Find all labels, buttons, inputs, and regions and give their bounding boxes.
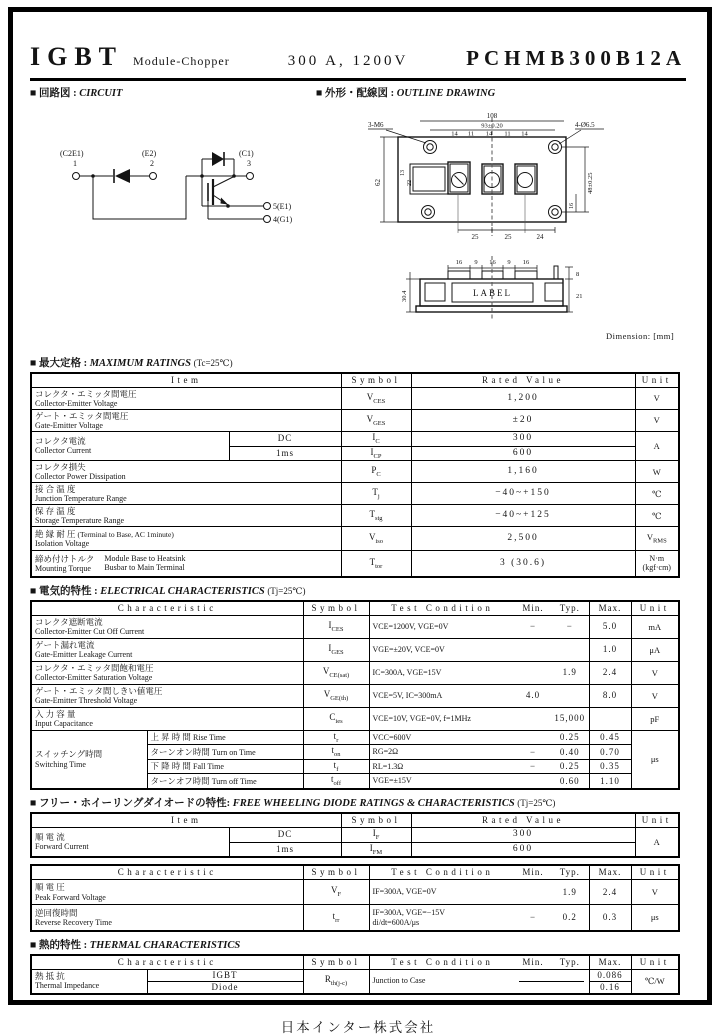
thermal-table xyxy=(30,954,680,995)
col-min: Min. xyxy=(515,601,551,616)
cell: 0.60 xyxy=(551,774,589,789)
terminal-5 xyxy=(264,203,271,210)
cell: $I_C$ xyxy=(341,432,411,447)
cell: 順 電 圧 Peak Forward Voltage xyxy=(31,880,303,905)
cell: 0.45 xyxy=(589,730,631,745)
cell: VGE=±15V xyxy=(369,774,515,789)
cell: 0.40 xyxy=(551,745,589,760)
cell: $t_r$ xyxy=(303,730,369,745)
drawing-section-titles xyxy=(30,85,686,100)
cell: 下 降 時 間 Fall Time xyxy=(147,759,303,774)
dim-pitch: 14 xyxy=(521,130,528,138)
cell: 0.25 xyxy=(551,759,589,774)
electrical-table xyxy=(30,600,680,790)
col-item: Item xyxy=(31,813,341,828)
cell: 1,200 xyxy=(411,388,635,410)
product-name: IGBT xyxy=(30,42,124,71)
cell: Junction to Case xyxy=(369,969,515,993)
header xyxy=(30,14,686,72)
terminal-1-label: (C2E1) xyxy=(60,149,84,158)
fwd-title: ■ フリー・ホイーリングダイオードの特性: FREE WHEELING DIODE RATINGS & CHARACTERISTICS (Tj=25℃) xyxy=(30,798,556,810)
cell: 600 xyxy=(411,446,635,461)
cell: 1.9 xyxy=(551,880,589,905)
cell: $T_{stg}$ xyxy=(341,505,411,527)
cell: 0.3 xyxy=(589,905,631,931)
col-symbol: Symbol xyxy=(303,601,369,616)
cell: $V_{CE(sat)}$ xyxy=(303,661,369,684)
dim-48: 48±0.25 xyxy=(587,172,594,194)
cell xyxy=(515,880,551,905)
dim-side: 16 xyxy=(455,259,463,266)
thermal-title: ■ 熱的特性 : THERMAL CHARACTERISTICS xyxy=(30,939,241,951)
circuit-diagram xyxy=(30,119,310,234)
cell: 3 (30.6) xyxy=(411,551,635,577)
col-test-condition: Test Condition xyxy=(369,955,515,970)
col-symbol: Symbol xyxy=(303,955,369,970)
dim-22: 22 xyxy=(407,180,413,186)
cell: 1ms xyxy=(229,446,341,461)
col-max: Max. xyxy=(589,601,631,616)
cell: コレクタ損失 Collector Power Dissipation xyxy=(31,461,341,483)
max-ratings-table xyxy=(30,372,680,578)
cell: RL=1.3Ω xyxy=(369,759,515,774)
circuit-section-title xyxy=(30,85,316,100)
fwd-diode-symbol xyxy=(212,152,224,166)
cell: $V_{iso}$ xyxy=(341,527,411,551)
cell: V xyxy=(631,880,679,905)
max-ratings-title: ■ 最大定格 : MAXIMUM RATINGS (Tc=25℃) xyxy=(30,358,233,369)
col-item: Item xyxy=(31,373,341,388)
cell: $V_{RMS}$ xyxy=(635,527,679,551)
cell: μA xyxy=(631,638,679,661)
cell: $I_{GES}$ xyxy=(303,638,369,661)
cell: $I_F$ xyxy=(341,828,411,843)
cell: 600 xyxy=(411,842,635,857)
cell: 1.0 xyxy=(589,638,631,661)
cell: − xyxy=(515,905,551,931)
cell: $P_C$ xyxy=(341,461,411,483)
product-type: Module-Chopper xyxy=(133,54,230,68)
electrical-title: ■ 電気的特性 : ELECTRICAL CHARACTERISTICS (Tj=25℃) xyxy=(30,585,306,597)
dim-pitch: 14 xyxy=(485,130,493,138)
cell: $V_{GE(th)}$ xyxy=(303,684,369,707)
cell: W xyxy=(635,461,679,483)
cell: ゲート漏れ電流 Gate-Emitter Leakage Current xyxy=(31,638,303,661)
cell: $C_{ies}$ xyxy=(303,707,369,730)
cell: 5.0 xyxy=(589,615,631,638)
cell: コレクタ・エミッタ間電圧 Collector-Emitter Voltage xyxy=(31,388,341,410)
cell: $t_f$ xyxy=(303,759,369,774)
col-characteristic: Characteristic xyxy=(31,955,303,970)
cell: IF=300A, VGE=0V xyxy=(369,880,515,905)
cell: 2,500 xyxy=(411,527,635,551)
cell: 逆回復時間 Reverse Recovery Time xyxy=(31,905,303,931)
cell: $T_j$ xyxy=(341,483,411,505)
cell: IC=300A, VGE=15V xyxy=(369,661,515,684)
col-symbol: Symbol xyxy=(303,865,369,880)
cell: $V_F$ xyxy=(303,880,369,905)
col-symbol: Symbol xyxy=(341,813,411,828)
cell: IF=300A, VGE=−15V di/dt=600A/μs xyxy=(369,905,515,931)
cell: 0.25 xyxy=(551,730,589,745)
cell: A xyxy=(635,432,679,461)
col-max: Max. xyxy=(589,955,631,970)
dim-30: 30.4 xyxy=(401,290,408,302)
dim-62: 62 xyxy=(374,179,382,186)
cell xyxy=(551,684,589,707)
cell: ゲート・エミッタ間しきい値電圧 Gate-Emitter Threshold Voltage xyxy=(31,684,303,707)
cell: 4.0 xyxy=(515,684,551,707)
cell xyxy=(515,730,551,745)
dim-pitch: 11 xyxy=(504,130,511,138)
cell: コレクタ遮断電流 Collector-Emitter Cut Off Current xyxy=(31,615,303,638)
cell: 300 xyxy=(411,432,635,447)
cell: 入 力 容 量 Input Capacitance xyxy=(31,707,303,730)
cell: V xyxy=(631,684,679,707)
cell: μs xyxy=(631,730,679,789)
cell: $I_{CP}$ xyxy=(341,446,411,461)
dim-screws: 3-M6 xyxy=(368,121,384,129)
cell: $T_{tor}$ xyxy=(341,551,411,577)
outline-section-title xyxy=(316,85,495,100)
cell: ゲート・エミッタ間電圧 Gate-Emitter Voltage xyxy=(31,410,341,432)
col-typ: Typ. xyxy=(551,955,589,970)
cell: $t_{off}$ xyxy=(303,774,369,789)
cell: $t_{rr}$ xyxy=(303,905,369,931)
cell: − xyxy=(515,745,551,760)
terminal-3 xyxy=(247,173,254,180)
terminal-1 xyxy=(73,173,80,180)
cell: μs xyxy=(631,905,679,931)
dim-pitch: 14 xyxy=(451,130,458,138)
dimension-note: Dimension: [mm] xyxy=(606,331,675,341)
cell: 保 存 温 度 Storage Temperature Range xyxy=(31,505,341,527)
col-symbol: Symbol xyxy=(341,373,411,388)
cell: 締め付けトルク Mounting Torque Module Base to Heatsink Busbar to Main Terminal xyxy=(31,551,341,577)
fwd-ratings-table xyxy=(30,812,680,858)
cell: pF xyxy=(631,707,679,730)
cell: 0.16 xyxy=(589,981,631,993)
drawings-area xyxy=(30,100,686,350)
terminal-4 xyxy=(264,216,271,223)
cell: 上 昇 時 間 Rise Time xyxy=(147,730,303,745)
cell: −40~+150 xyxy=(411,483,635,505)
cell: RG=2Ω xyxy=(369,745,515,760)
terminal-4-label: 4(G1) xyxy=(273,215,293,224)
cell: 1,160 xyxy=(411,461,635,483)
cell: 15,000 xyxy=(551,707,589,730)
outline-title-en: OUTLINE DRAWING xyxy=(396,88,496,99)
label-text: LABEL xyxy=(473,288,512,298)
col-min: Min. xyxy=(515,865,551,880)
col-min: Min. xyxy=(515,955,551,970)
cell: $R_{th(j-c)}$ xyxy=(303,969,369,993)
col-unit: Unit xyxy=(635,373,679,388)
col-typ: Typ. xyxy=(551,865,589,880)
cell: − xyxy=(515,615,551,638)
cell: ℃/W xyxy=(631,969,679,993)
circuit-title-en: CIRCUIT xyxy=(79,88,123,99)
igbt-symbol xyxy=(208,177,233,205)
col-rated: Rated Value xyxy=(411,373,635,388)
cell: V xyxy=(635,388,679,410)
dim-side: 9 xyxy=(474,259,478,266)
cell: ℃ xyxy=(635,505,679,527)
cell: 0.086 xyxy=(589,969,631,981)
cell: 絶 縁 耐 圧 (Terminal to Base, AC 1minute) Isolation Voltage xyxy=(31,527,341,551)
dim-16: 16 xyxy=(569,203,575,209)
cell: コレクタ・エミッタ間飽和電圧 Collector-Emitter Saturation Voltage xyxy=(31,661,303,684)
part-number: PCHMB300B12A xyxy=(466,46,686,70)
col-unit: Unit xyxy=(635,813,679,828)
cell xyxy=(515,661,551,684)
cell: 0.2 xyxy=(551,905,589,931)
cell xyxy=(515,774,551,789)
cell: 0.35 xyxy=(589,759,631,774)
dim-side: 9 xyxy=(507,259,511,266)
cell xyxy=(515,707,551,730)
cell: 2.4 xyxy=(589,880,631,905)
cell: コレクタ電流 Collector Current xyxy=(31,432,229,461)
cell: VGE=±20V, VCE=0V xyxy=(369,638,515,661)
cell: − xyxy=(551,615,589,638)
cell: $V_{GES}$ xyxy=(341,410,411,432)
datasheet-page xyxy=(30,14,686,1036)
cell: $V_{CES}$ xyxy=(341,388,411,410)
col-typ: Typ. xyxy=(551,601,589,616)
cell: −40~+125 xyxy=(411,505,635,527)
terminal-3-label: (C1) xyxy=(239,149,254,158)
header-rule xyxy=(30,78,686,81)
cell: V xyxy=(631,661,679,684)
cell: 1.9 xyxy=(551,661,589,684)
dim-108: 108 xyxy=(486,112,498,120)
cell: 順 電 流 Forward Current xyxy=(31,828,229,858)
dim-holes: 4-Ø6.5 xyxy=(575,121,595,129)
col-characteristic: Characteristic xyxy=(31,865,303,880)
dim-pitch: 11 xyxy=(467,130,475,138)
fwd-characteristics-table xyxy=(30,864,680,932)
cell: $I_{FM}$ xyxy=(341,842,411,857)
outline-drawing xyxy=(360,106,700,356)
dim-21: 21 xyxy=(576,293,583,300)
cell: Diode xyxy=(147,981,303,993)
cell: DC xyxy=(229,828,341,843)
circuit-title-jp: ■ 回路図 : xyxy=(30,88,77,99)
terminal-2-label: (E2) xyxy=(142,149,157,158)
cell: ターンオン時間 Turn on Time xyxy=(147,745,303,760)
cell: 8.0 xyxy=(589,684,631,707)
terminal-2 xyxy=(150,173,157,180)
cell: 熱 抵 抗 Thermal Impedance xyxy=(31,969,147,993)
cell: A xyxy=(635,828,679,858)
cell: スイッチング時間 Switching Time xyxy=(31,730,147,789)
cell: 300 xyxy=(411,828,635,843)
product-rating: 300 A, 1200V xyxy=(287,53,409,69)
cell: 2.4 xyxy=(589,661,631,684)
terminal-5-label: 5(E1) xyxy=(273,202,292,211)
col-test-condition: Test Condition xyxy=(369,601,515,616)
col-unit: Unit xyxy=(631,601,679,616)
cell xyxy=(515,638,551,661)
terminal-2-number: 2 xyxy=(150,159,154,168)
col-characteristic: Characteristic xyxy=(31,601,303,616)
cell: N·m (kgf·cm) xyxy=(635,551,679,577)
dim-13: 13 xyxy=(400,170,406,176)
cell: ターンオフ時間 Turn off Time xyxy=(147,774,303,789)
cell xyxy=(589,707,631,730)
cell: 0.70 xyxy=(589,745,631,760)
cell: mA xyxy=(631,615,679,638)
dim-25: 25 xyxy=(471,233,479,241)
col-max: Max. xyxy=(589,865,631,880)
col-unit: Unit xyxy=(631,955,679,970)
dim-side: 16 xyxy=(522,259,530,266)
cell: $I_{CES}$ xyxy=(303,615,369,638)
dim-93: 93±0.20 xyxy=(481,122,503,130)
cell: ±20 xyxy=(411,410,635,432)
cell: 1ms xyxy=(229,842,341,857)
cell: 接 合 温 度 Junction Temperature Range xyxy=(31,483,341,505)
dim-side: 16 xyxy=(489,259,496,266)
diode-symbol xyxy=(115,169,130,183)
cell: $t_{on}$ xyxy=(303,745,369,760)
cell xyxy=(551,638,589,661)
cell: DC xyxy=(229,432,341,447)
company-name: 日本インター株式会社 xyxy=(280,1019,436,1035)
dim-24: 24 xyxy=(536,233,544,241)
cell: − xyxy=(515,759,551,774)
cell: IGBT xyxy=(147,969,303,981)
cell: V xyxy=(635,410,679,432)
col-rated: Rated Value xyxy=(411,813,635,828)
outline-title-jp: ■ 外形・配線図 : xyxy=(316,88,395,99)
cell: VCC=600V xyxy=(369,730,515,745)
terminal-3-number: 3 xyxy=(247,159,251,168)
cell: VCE=1200V, VGE=0V xyxy=(369,615,515,638)
terminal-1-number: 1 xyxy=(73,159,77,168)
cell: ℃ xyxy=(635,483,679,505)
cell: 1.10 xyxy=(589,774,631,789)
cell: VCE=5V, IC=300mA xyxy=(369,684,515,707)
dim-25: 25 xyxy=(504,233,512,241)
col-unit: Unit xyxy=(631,865,679,880)
col-test-condition: Test Condition xyxy=(369,865,515,880)
cell: VCE=10V, VGE=0V, f=1MHz xyxy=(369,707,515,730)
cell xyxy=(515,969,589,993)
dim-8: 8 xyxy=(576,271,580,278)
